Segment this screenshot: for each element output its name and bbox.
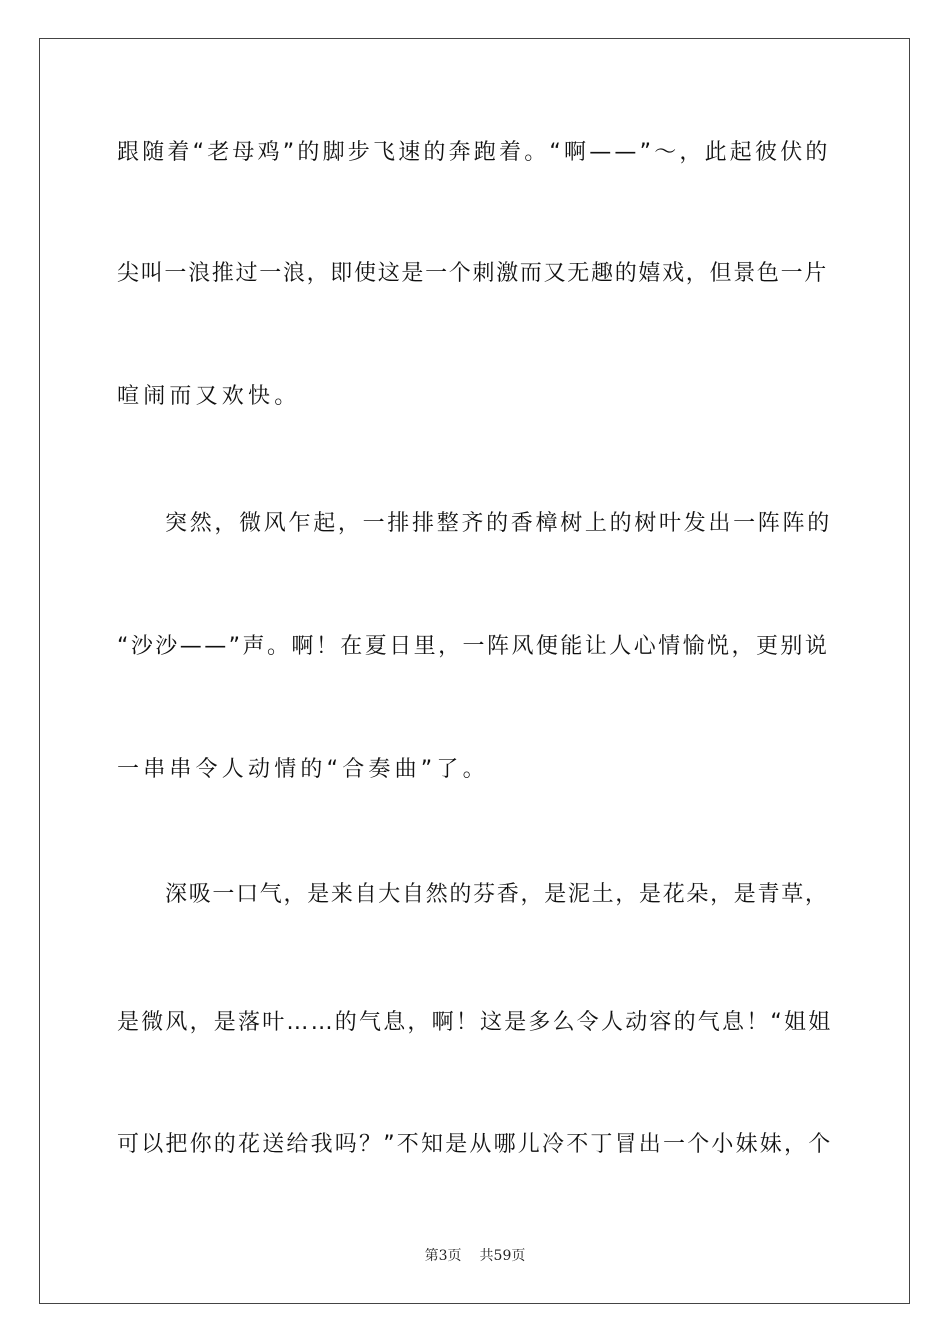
text-line-6: 一串串令人动情的“合奏曲”了。: [117, 757, 489, 782]
text-line-8: 是微风，是落叶……的气息，啊！这是多么令人动容的气息！“姐姐: [117, 1010, 833, 1035]
text-line-3: 喧闹而又欢快。: [117, 384, 301, 409]
text-line-1: 跟随着“老母鸡”的脚步飞速的奔跑着。“啊——”～，此起彼伏的: [117, 140, 831, 165]
text-line-7-paragraph-start: 深吸一口气，是来自大自然的芬香，是泥土，是花朵，是青草，: [165, 882, 829, 907]
page-total: 共59页: [479, 1248, 526, 1264]
text-line-4-paragraph-start: 突然，微风乍起，一排排整齐的香樟树上的树叶发出一阵阵的: [165, 511, 832, 536]
text-line-5: “沙沙——”声。啊！在夏日里，一阵风便能让人心情愉悦，更别说: [117, 634, 830, 659]
page-footer: [0, 1247, 950, 1265]
page-border: [39, 38, 910, 1304]
page-number: 第3页: [424, 1248, 462, 1264]
text-line-2: 尖叫一浪推过一浪，即使这是一个刺激而又无趣的嬉戏，但景色一片: [117, 261, 829, 286]
text-line-9: 可以把你的花送给我吗？”不知是从哪儿冷不丁冒出一个小妹妹，个: [117, 1132, 833, 1157]
